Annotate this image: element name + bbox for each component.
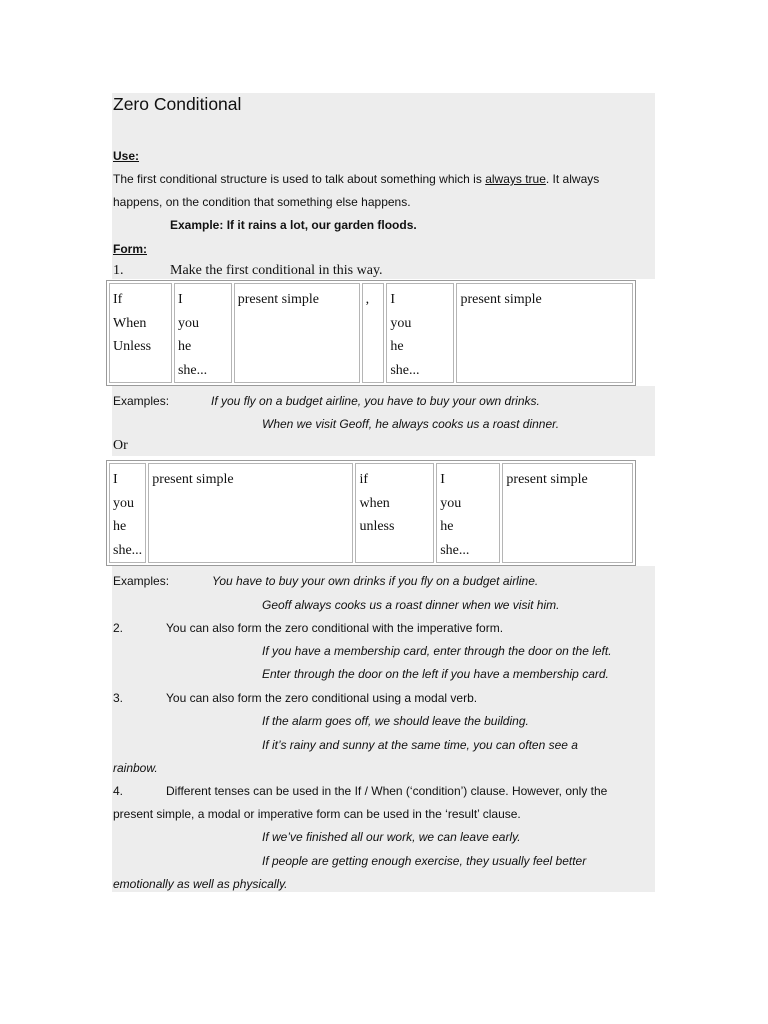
table2-cell-verb-2: present simple — [502, 463, 633, 563]
table2-cell-verb-1: present simple — [148, 463, 353, 563]
table2-cell-subjects-1: I you he she... — [109, 463, 146, 563]
step-2-example-b: Enter through the door on the left if you have a membership card. — [262, 667, 609, 681]
step-4-example-b-line-1: If people are getting enough exercise, they usually feel better — [262, 854, 587, 868]
step-4-text-line-2: present simple, a modal or imperative form can be used in the ‘result’ clause. — [113, 807, 521, 821]
step-1-text: Make the first conditional in this way. — [170, 263, 383, 278]
use-text-line-1: The first conditional structure is used to talk about something which is always true. It always — [113, 172, 600, 186]
use-heading: Use: — [113, 149, 140, 163]
examples-1-label: Examples: — [113, 394, 170, 408]
form-table-if-first — [106, 280, 636, 386]
table1-cell-verb-1: present simple — [234, 283, 360, 383]
table2-cell-subjects-2: I you he she... — [436, 463, 500, 563]
examples-1-line-a: If you fly on a budget airline, you have to buy your own drinks. — [211, 394, 540, 408]
form-heading: Form: — [113, 242, 147, 256]
main-example: Example: If it rains a lot, our garden floods. — [170, 218, 417, 232]
step-4-number: 4. — [113, 784, 124, 798]
step-3-example-b-line-1: If it’s rainy and sunny at the same time, you can often see a — [262, 738, 578, 752]
step-2-number: 2. — [113, 621, 124, 635]
table1-cell-comma: , — [362, 283, 385, 383]
table1-cell-conjunctions: If When Unless — [109, 283, 172, 383]
page-title: Zero Conditional — [113, 94, 242, 114]
step-4-text-line-1: Different tenses can be used in the If / When (‘condition’) clause. However, only the — [166, 784, 608, 798]
step-3-text: You can also form the zero conditional using a modal verb. — [166, 691, 478, 705]
table1-cell-verb-2: present simple — [456, 283, 633, 383]
examples-1-line-b: When we visit Geoff, he always cooks us a roast dinner. — [262, 417, 560, 431]
step-1-number: 1. — [113, 263, 124, 278]
step-3-number: 3. — [113, 691, 124, 705]
examples-2-line-b: Geoff always cooks us a roast dinner when we visit him. — [262, 598, 560, 612]
or-text: Or — [113, 438, 128, 453]
examples-2-line-a: You have to buy your own drinks if you fly on a budget airline. — [212, 574, 539, 588]
form-table-if-second — [106, 460, 636, 566]
step-3-example-b-line-2: rainbow. — [113, 761, 158, 775]
step-2-example-a: If you have a membership card, enter through the door on the left. — [262, 644, 612, 658]
table2-cell-conjunctions: if when unless — [355, 463, 434, 563]
step-4-example-b-line-2: emotionally as well as physically. — [113, 877, 288, 891]
table1-cell-subjects-1: I you he she... — [174, 283, 232, 383]
step-2-text: You can also form the zero conditional with the imperative form. — [166, 621, 504, 635]
table1-cell-subjects-2: I you he she... — [386, 283, 454, 383]
shaded-block-top — [112, 93, 655, 279]
step-3-example-a: If the alarm goes off, we should leave the building. — [262, 714, 529, 728]
always-true-emphasis: always true — [485, 172, 546, 186]
use-text-line-2: happens, on the condition that something else happens. — [113, 195, 411, 209]
examples-2-label: Examples: — [113, 574, 170, 588]
step-4-example-a: If we’ve finished all our work, we can leave early. — [262, 830, 521, 844]
